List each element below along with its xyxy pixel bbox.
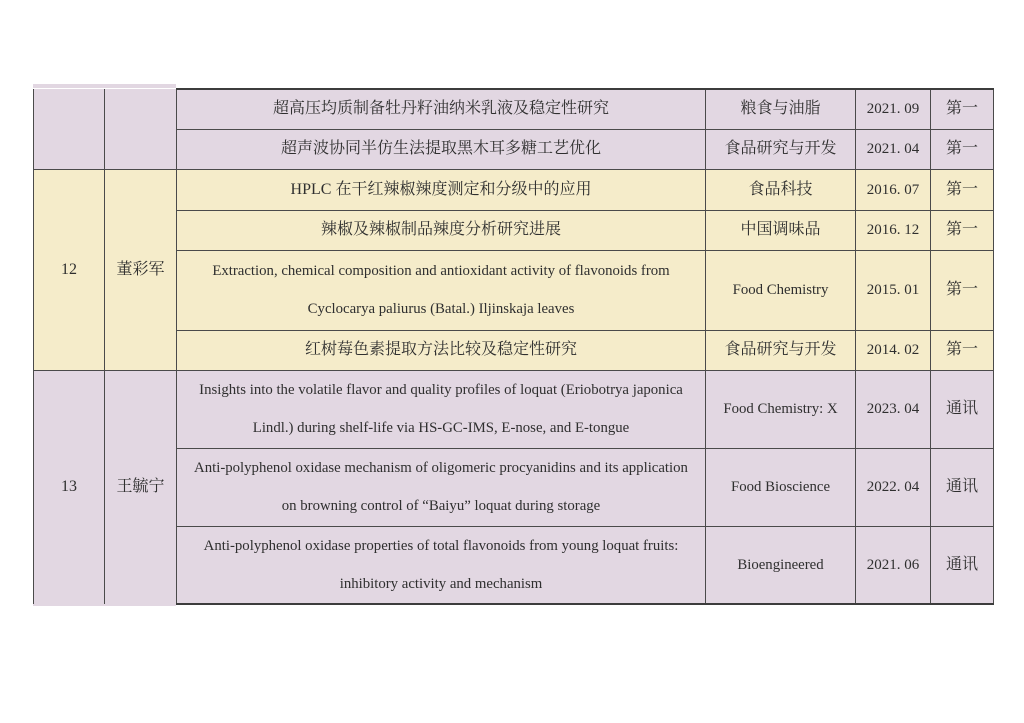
member-name-cell [105,89,177,169]
publication-title-cell: Extraction, chemical composition and antioxidant activity of flavonoids from Cyclocarya paliurus (Batal.) Iljinskaja leaves [177,250,706,330]
author-role-cell: 第一 [931,250,994,330]
table-row [34,330,994,370]
journal-cell: Food Bioscience [706,448,856,526]
journal-cell: 中国调味品 [706,210,856,250]
publication-title-cell: Anti-polyphenol oxidase mechanism of oligomeric procyanidins and its application on browning control of “Baiyu” loquat during storage [177,448,706,526]
publication-title-cell: Insights into the volatile flavor and quality profiles of loquat (Eriobotrya japonica Lindl.) during shelf-life via HS-GC-IMS, E-nose, and E-tongue [177,370,706,448]
member-index-cell: 13 [34,370,105,604]
author-role-cell: 第一 [931,89,994,129]
member-name-cell: 王毓宁 [105,370,177,604]
journal-cell: 食品研究与开发 [706,330,856,370]
table-row [34,250,994,330]
table-row [34,169,994,210]
publication-title-cell: Anti-polyphenol oxidase properties of total flavonoids from young loquat fruits: inhibitory activity and mechanism [177,526,706,604]
publication-table [33,88,994,605]
table-row [34,370,994,448]
journal-cell: Food Chemistry [706,250,856,330]
table-row [34,129,994,169]
journal-cell: Bioengineered [706,526,856,604]
publish-date-cell: 2015. 01 [856,250,931,330]
publish-date-cell: 2014. 02 [856,330,931,370]
publication-title-cell: 超高压均质制备牡丹籽油纳米乳液及稳定性研究 [177,89,706,129]
journal-cell: Food Chemistry: X [706,370,856,448]
member-index-cell: 12 [34,169,105,370]
author-role-cell: 通讯 [931,448,994,526]
publish-date-cell: 2023. 04 [856,370,931,448]
author-role-cell: 第一 [931,210,994,250]
publish-date-cell: 2016. 12 [856,210,931,250]
journal-cell: 粮食与油脂 [706,89,856,129]
publish-date-cell: 2022. 04 [856,448,931,526]
author-role-cell: 第一 [931,129,994,169]
publication-title-cell: 超声波协同半仿生法提取黑木耳多糖工艺优化 [177,129,706,169]
publication-title-cell: HPLC 在干红辣椒辣度测定和分级中的应用 [177,169,706,210]
publish-date-cell: 2021. 04 [856,129,931,169]
author-role-cell: 通讯 [931,526,994,604]
author-role-cell: 通讯 [931,370,994,448]
table-row [34,526,994,604]
author-role-cell: 第一 [931,169,994,210]
journal-cell: 食品科技 [706,169,856,210]
publish-date-cell: 2016. 07 [856,169,931,210]
journal-cell: 食品研究与开发 [706,129,856,169]
table-row [34,210,994,250]
table-row [34,448,994,526]
table-row [34,89,994,129]
publication-title-cell: 红树莓色素提取方法比较及稳定性研究 [177,330,706,370]
author-role-cell: 第一 [931,330,994,370]
publication-title-cell: 辣椒及辣椒制品辣度分析研究进展 [177,210,706,250]
publish-date-cell: 2021. 09 [856,89,931,129]
member-index-cell [34,89,105,169]
publish-date-cell: 2021. 06 [856,526,931,604]
member-name-cell: 董彩军 [105,169,177,370]
